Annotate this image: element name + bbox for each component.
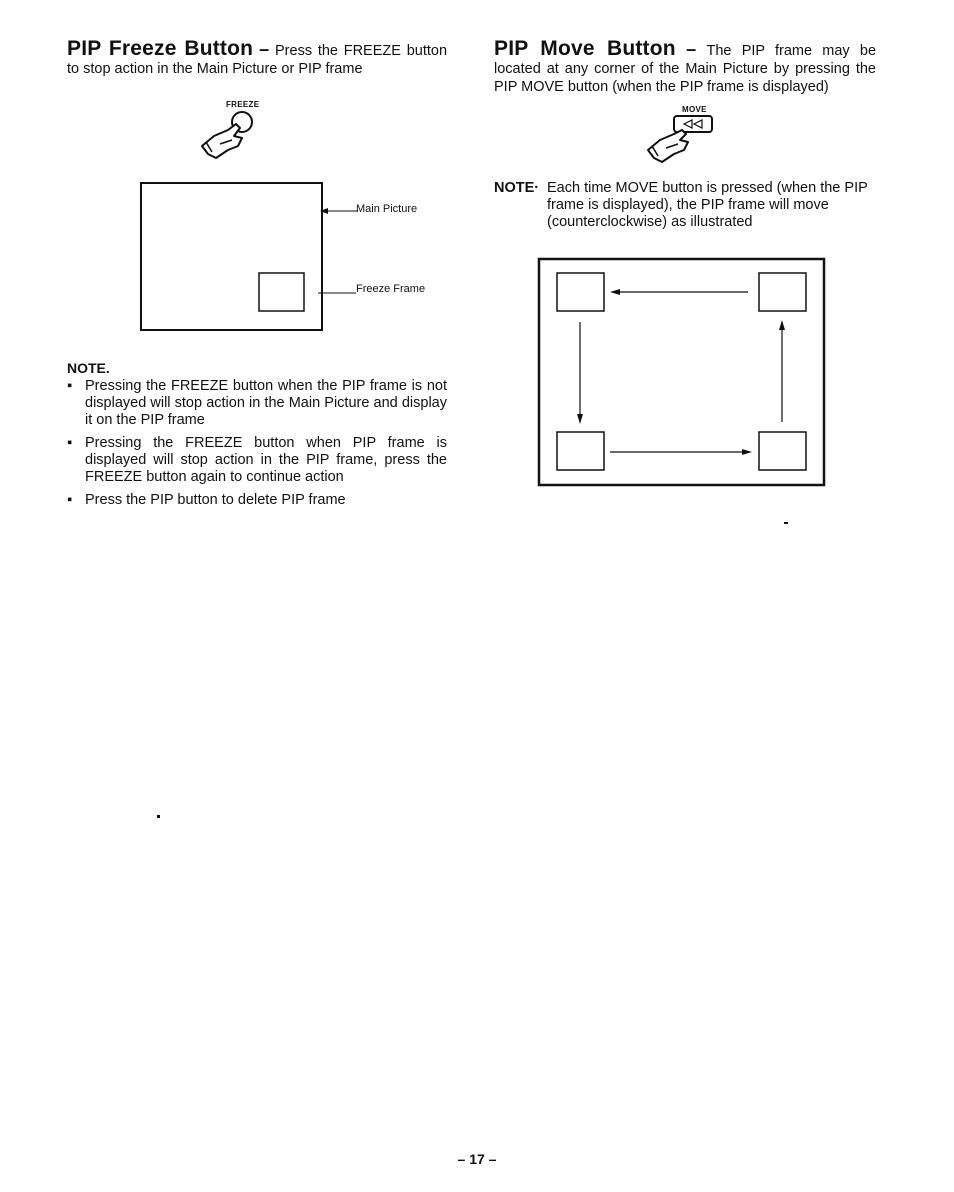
main-picture-frame (141, 183, 322, 330)
freeze-note-text: Press the PIP button to delete PIP frame (85, 492, 346, 508)
freeze-intro: Press the FREEZE button to stop action in the Main Picture or PIP frame (67, 43, 448, 77)
page-number: – 17 – (457, 1151, 497, 1167)
bullet-icon: ▪ (67, 378, 73, 394)
main-picture-label: Main Picture (356, 203, 418, 215)
bullet-icon: ▪ (67, 492, 73, 508)
move-heading (494, 37, 877, 96)
move-note-label: NOTE· (494, 180, 540, 196)
move-note-text: Each time MOVE button is pressed (when the PIP frame is displayed), the PIP frame will move (counterclockwise) as illustrated (547, 180, 868, 230)
freeze-note-heading: NOTE. (67, 360, 110, 376)
freeze-note-list (67, 378, 447, 515)
freeze-button-label: FREEZE (226, 100, 260, 109)
freeze-note-item (67, 492, 447, 509)
freeze-frame-label: Freeze Frame (356, 283, 426, 295)
freeze-title-separator: – (259, 39, 270, 59)
main-picture-diagram (138, 180, 334, 332)
hand-pressing-freeze-button-icon (198, 108, 268, 162)
hand-pressing-move-button-icon (644, 112, 718, 164)
scan-speck (157, 815, 160, 818)
main-picture-frame (539, 259, 824, 485)
freeze-section (67, 37, 448, 78)
move-note (494, 180, 874, 231)
move-button-label: MOVE (682, 105, 707, 114)
freeze-title: PIP Freeze Button (67, 37, 254, 60)
move-intro: The PIP frame may be located at any corner of the Main Picture by pressing the PIP MOVE button (when the PIP frame is displayed) (494, 43, 877, 95)
freeze-note-text: Pressing the FREEZE button when PIP frame is displayed will stop action in the PIP frame, press the FREEZE button again to continue action (85, 435, 447, 485)
freeze-heading (67, 37, 448, 78)
move-section (494, 37, 877, 96)
move-title-separator: – (686, 39, 697, 59)
pip-move-diagram (536, 256, 828, 488)
move-title: PIP Move Button (494, 37, 676, 60)
freeze-note-item (67, 378, 447, 429)
freeze-frame-box (259, 273, 304, 311)
pip-position-top-right (759, 273, 806, 311)
freeze-note-text: Pressing the FREEZE button when the PIP frame is not displayed will stop action in the Main Picture and display it on the PIP frame (85, 378, 447, 428)
bullet-icon: ▪ (67, 435, 73, 451)
pip-position-bottom-right (759, 432, 806, 470)
pip-position-top-left (557, 273, 604, 311)
scan-speck (784, 522, 788, 524)
freeze-note-item (67, 435, 447, 486)
pip-position-bottom-left (557, 432, 604, 470)
